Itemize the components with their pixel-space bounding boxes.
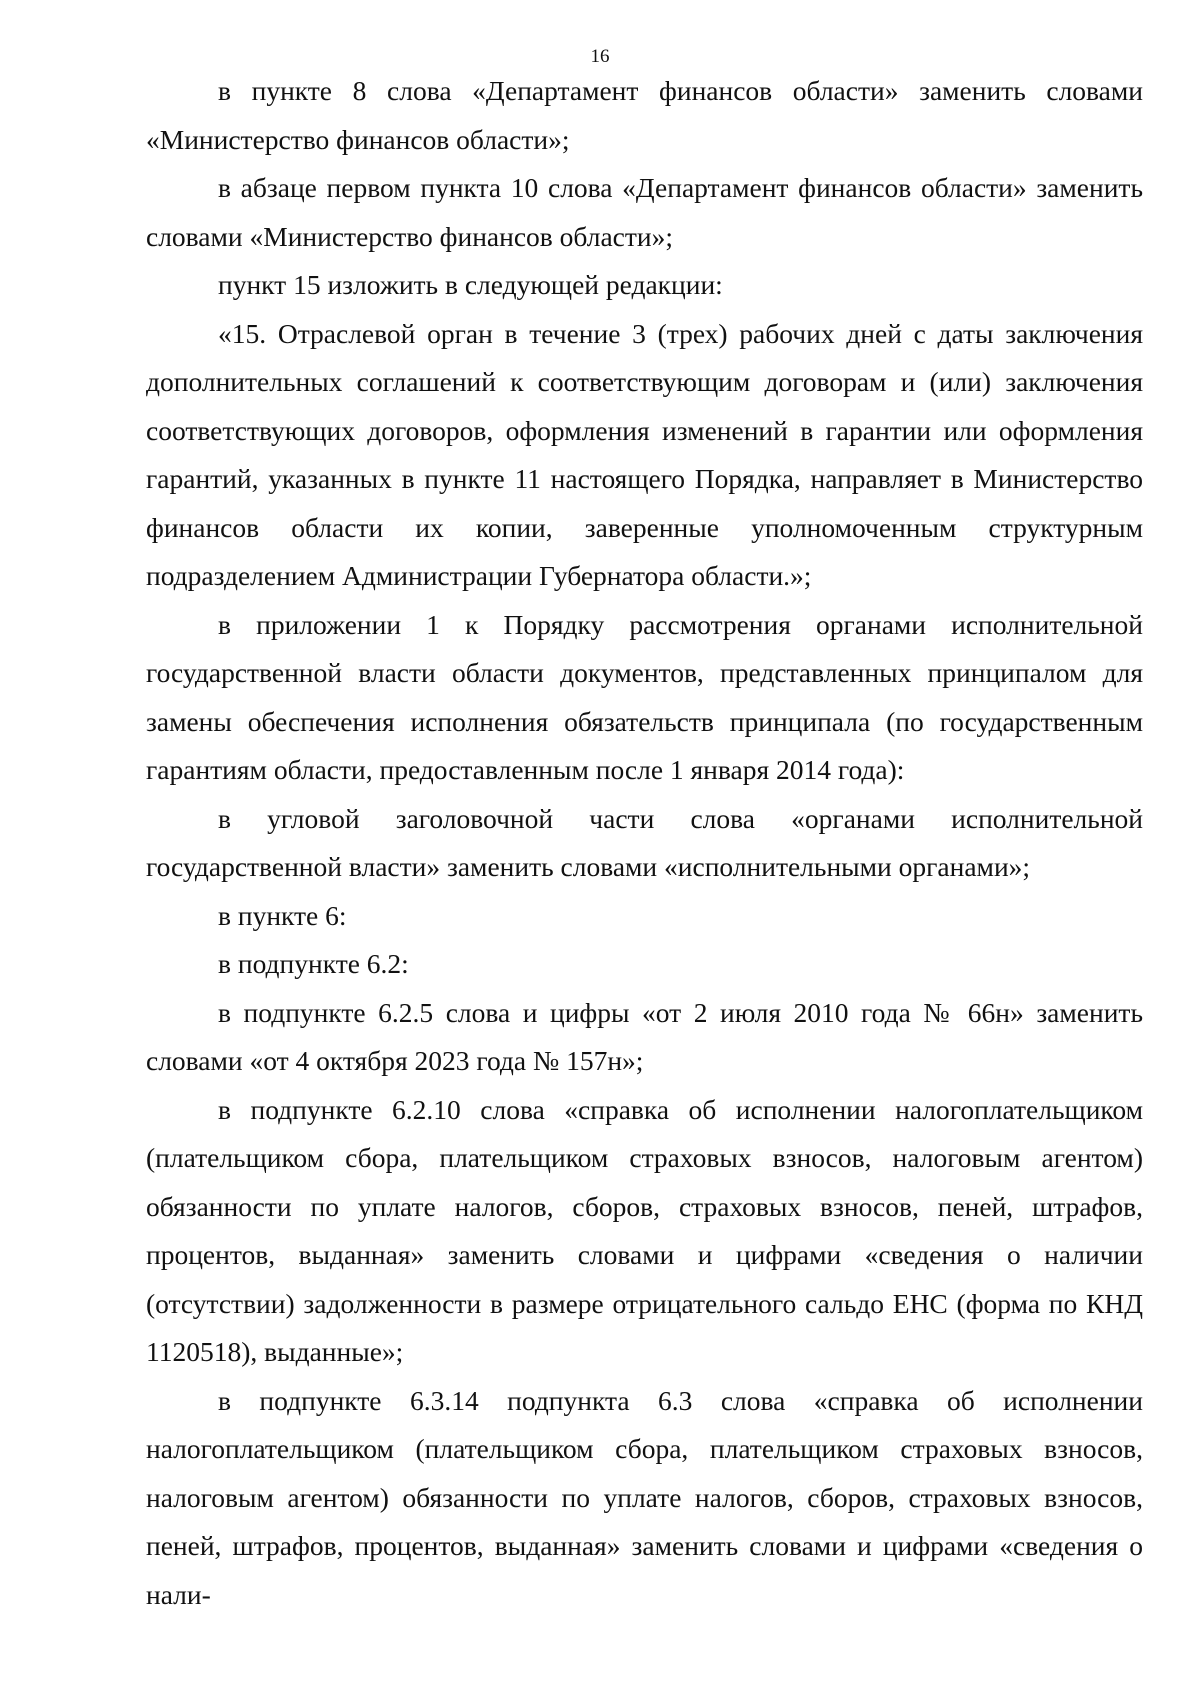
paragraph: в подпункте 6.2:: [218, 948, 409, 979]
paragraph: в угловой заголовочной части слова «органами исполнительной государственной власти» заменить словами «исполнительными органами»;: [146, 802, 1143, 882]
page-number: 16: [590, 46, 610, 67]
paragraph: в пункте 6:: [218, 899, 347, 931]
paragraph: в приложении 1 к Порядку рассмотрения органами исполнительной государственной власти области документов, представленных принципалом для замены обеспечения исполнения обязательств принципала (по государственным гарантиям области, предоставленным после 1 января 2014 года):: [146, 608, 1143, 785]
paragraph: в подпункте 6.2.5 слова и цифры «от 2 июля 2010 года № 66н» заменить словами «от 4 октября 2023 года № 157н»;: [146, 996, 1143, 1076]
document-body: [146, 67, 1143, 1619]
paragraph: в абзаце первом пункта 10 слова «Департамент финансов области» заменить словами «Министерство финансов области»;: [146, 172, 1143, 252]
paragraph: пункт 15 изложить в следующей редакции:: [218, 269, 723, 300]
paragraph: в пункте 8 слова «Департамент финансов области» заменить словами «Министерство финансов области»;: [146, 75, 1143, 155]
paragraph: в подпункте 6.3.14 подпункта 6.3 слова «справка об исполнении налогоплательщиком (плательщиком сбора, плательщиком страховых взносов, налоговым агентом) обязанности по уплате налогов, сборов, страховых взносов, пеней, штрафов, процентов, выданная» заменить словами и цифрами «сведения о нали-: [146, 1384, 1143, 1610]
paragraph: в подпункте 6.2.10 слова «справка об исполнении налогоплательщиком (плательщиком сбора, плательщиком страховых взносов, налоговым агентом) обязанности по уплате налогов, сборов, страховых взносов, пеней, штрафов, процентов, выданная» заменить словами и цифрами «сведения о наличии (отсутствии) задолженности в размере отрицательного сальдо ЕНС (форма по КНД 1120518), выданные»;: [146, 1093, 1143, 1367]
paragraph: «15. Отраслевой орган в течение 3 (трех) рабочих дней с даты заключения дополнительных соглашений к соответствующим договорам и (или) заключения соответствующих договоров, оформления изменений в гарантии или оформления гарантий, указанных в пункте 11 настоящего Порядка, направляет в Министерство финансов области их копии, заверенные уполномоченным структурным подразделением Администрации Губернатора области.»;: [146, 317, 1143, 591]
